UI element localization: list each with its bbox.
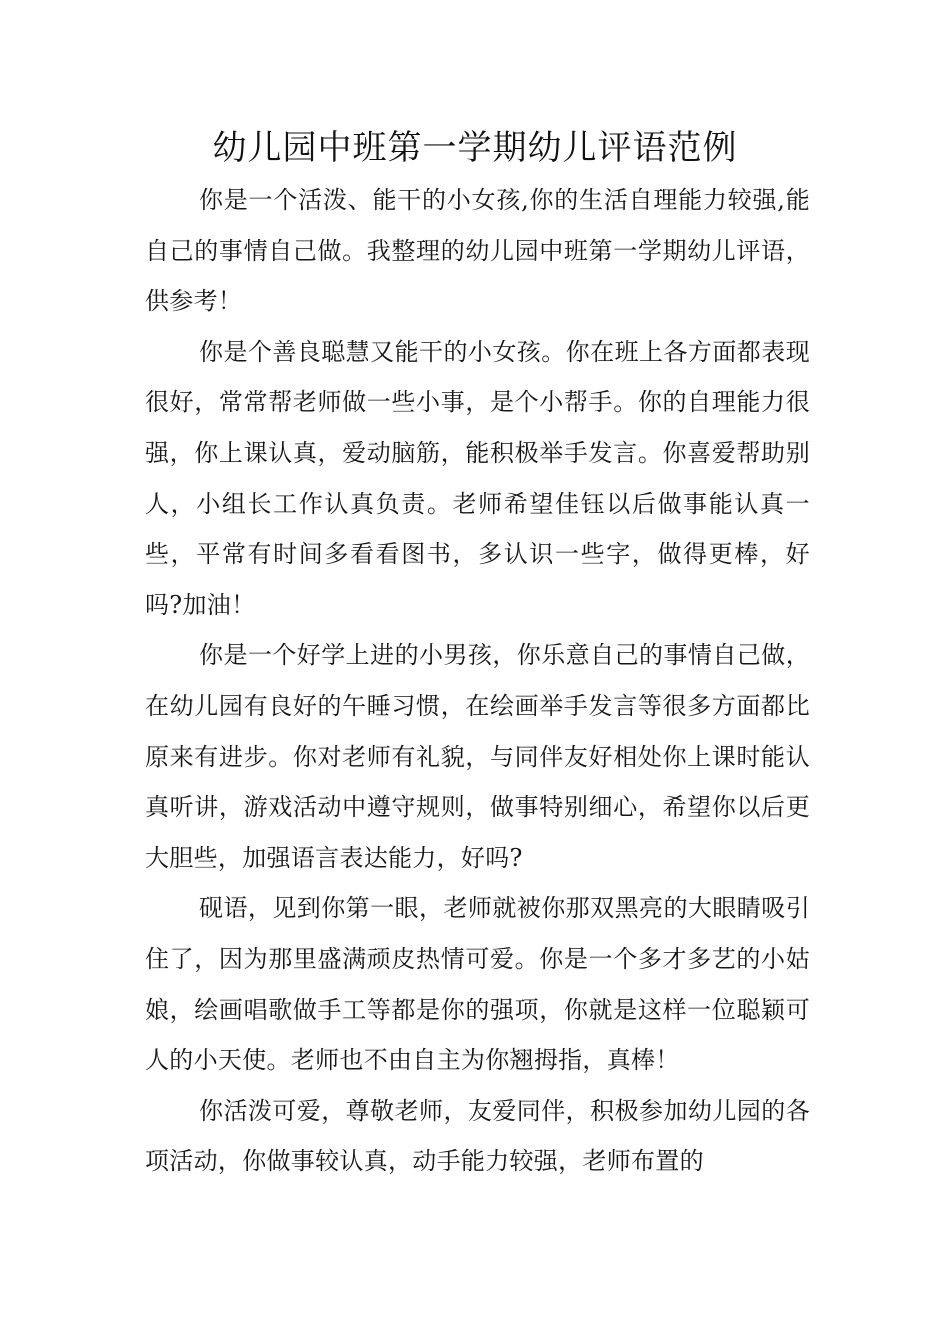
document-title: 幼儿园中班第一学期幼儿评语范例 bbox=[212, 128, 738, 168]
paragraph-intro: 你是一个活泼、能干的小女孩,你的生活自理能力较强,能自己的事情自己做。我整理的幼儿园中班第一学期幼儿评语，供参考！ bbox=[145, 186, 810, 316]
paragraph-comment-1: 你是个善良聪慧又能干的小女孩。你在班上各方面都表现很好，常常帮老师做一些小事，是个小帮手。你的自理能力很强，你上课认真，爱动脑筋，能积极举手发言。你喜爱帮助别人，小组长工作认真负责。老师希望佳钰以后做事能认真一些，平常有时间多看看图书，多认识一些字，做得更棒，好吗?加油！ bbox=[145, 337, 810, 619]
paragraph-comment-4: 你活泼可爱，尊敬老师，友爱同伴，积极参加幼儿园的各项活动，你做事较认真，动手能力较强，老师布置的 bbox=[145, 1096, 810, 1176]
document-body bbox=[145, 175, 810, 1187]
paragraph-comment-2: 你是一个好学上进的小男孩，你乐意自己的事情自己做，在幼儿园有良好的午睡习惯，在绘画举手发言等很多方面都比原来有进步。你对老师有礼貌，与同伴友好相处你上课时能认真听讲，游戏活动中遵守规则，做事特别细心，希望你以后更大胆些，加强语言表达能力，好吗? bbox=[145, 641, 810, 872]
paragraph-comment-3: 砚语，见到你第一眼，老师就被你那双黑亮的大眼睛吸引住了，因为那里盛满顽皮热情可爱。你是一个多才多艺的小姑娘，绘画唱歌做手工等都是你的强项，你就是这样一位聪颖可人的小天使。老师也不由自主为你翘拇指，真棒！ bbox=[145, 894, 810, 1075]
